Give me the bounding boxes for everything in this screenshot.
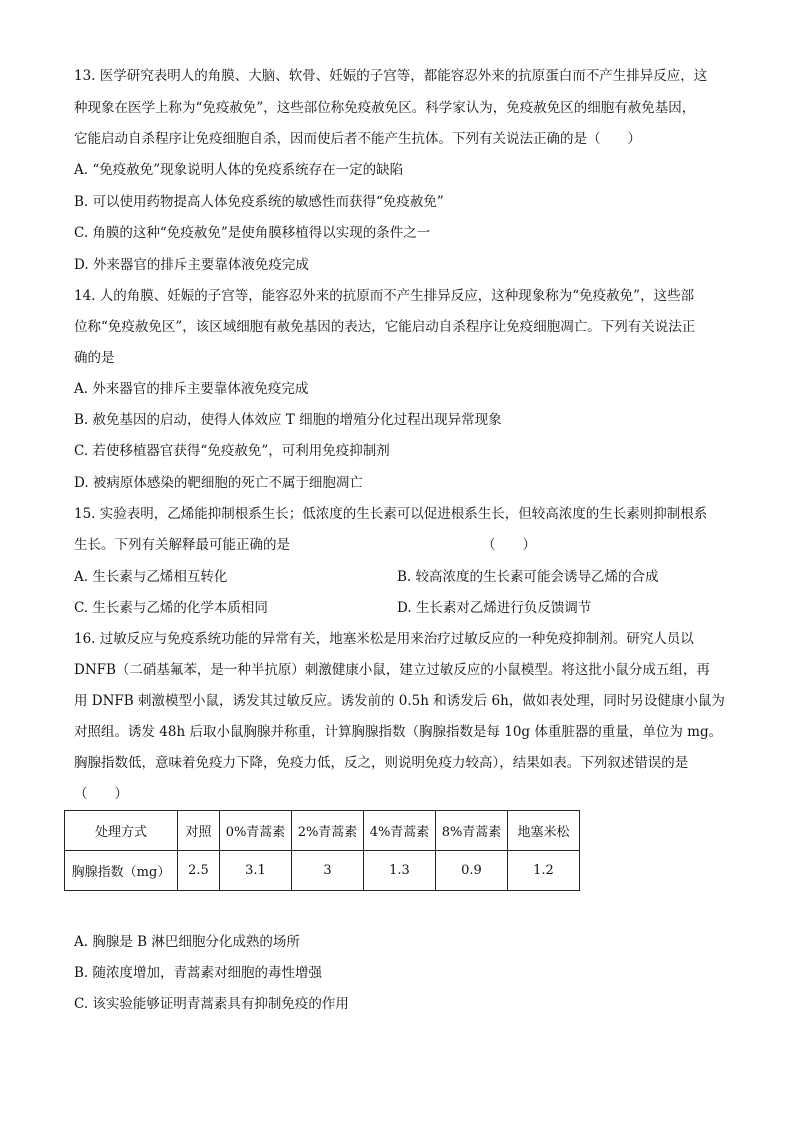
question-13-option-c: C. 角膜的这种“免疫赦免”是使角膜移植得以实现的条件之一 [74,225,431,241]
question-15-stem-line: 15. 实验表明，乙烯能抑制根系生长；低浓度的生长素可以促进根系生长，但较高浓度的生长素则抑制根系 [74,506,708,522]
question-13-stem-line: 种现象在医学上称为“免疫赦免”，这些部位称免疫赦免区。科学家认为，免疫赦免区的细胞有赦免基因， [74,100,696,116]
question-16-option-b: B. 随浓度增加，青蒿素对细胞的毒性增强 [74,965,323,981]
question-15-answer-bracket: （ ） [482,537,536,553]
table-cell: 胸腺指数（mg） [65,851,178,891]
question-13-option-d: D. 外来器官的排斥主要靠体液免疫完成 [74,257,309,273]
question-15-stem-line: 生长。下列有关解释最可能正确的是 [74,537,290,553]
question-15-option-a: A. 生长素与乙烯相互转化 [74,569,228,585]
table-cell: 0.9 [436,851,508,891]
question-16-stem-line: 胸腺指数低，意味着免疫力下降，免疫力低，反之，则说明免疫力较高），结果如表。下列叙述错误的是 [74,755,689,771]
table-header-cell: 处理方式 [65,811,178,851]
question-16-stem-line: 对照组。诱发 48h 后取小鼠胸腺并称重，计算胸腺指数（胸腺指数是每 10g 体重脏器的重量，单位为 mg。 [74,724,723,740]
table-header-cell: 对照 [178,811,220,851]
question-16-option-a: A. 胸腺是 B 淋巴细胞分化成熟的场所 [74,934,300,950]
question-14-stem-line: 位称“免疫赦免区”，该区域细胞有赦免基因的表达，它能启动自杀程序让免疫细胞凋亡。下列有关说法正 [74,319,696,335]
question-15-option-b: B. 较高浓度的生长素可能会诱导乙烯的合成 [397,569,659,585]
question-15-option-c: C. 生长素与乙烯的化学本质相同 [74,600,268,616]
question-16-stem-line: DNFB（二硝基氟苯，是一种半抗原）刺激健康小鼠，建立过敏反应的小鼠模型。将这批小鼠分成五组，再 [74,662,710,678]
table-cell: 1.2 [508,851,580,891]
question-13-option-a: A. “免疫赦免”现象说明人体的免疫系统存在一定的缺陷 [74,162,404,178]
question-16-stem-line: 16. 过敏反应与免疫系统功能的异常有关，地塞米松是用来治疗过敏反应的一种免疫抑制剂。研究人员以 [74,631,694,647]
question-16-stem-line: （ ） [74,786,128,802]
table-header-cell: 地塞米松 [508,811,580,851]
question-14-option-a: A. 外来器官的排斥主要靠体液免疫完成 [74,381,309,397]
question-13-stem-line: 它能启动自杀程序让免疫细胞自杀，因而使后者不能产生抗体。下列有关说法正确的是（ ） [74,131,641,147]
table-cell: 3 [292,851,364,891]
table-header-cell: 4%青蒿素 [364,811,436,851]
table-cell: 2.5 [178,851,220,891]
question-14-stem-line: 确的是 [74,350,115,366]
question-14-option-c: C. 若使移植器官获得“免疫赦免”，可利用免疫抑制剂 [74,443,390,459]
question-14-option-d: D. 被病原体感染的靶细胞的死亡不属于细胞凋亡 [74,475,363,491]
table-row [65,851,580,891]
table-header-cell: 0%青蒿素 [220,811,292,851]
table-header-cell: 8%青蒿素 [436,811,508,851]
question-14-option-b: B. 赦免基因的启动，使得人体效应 T 细胞的增殖分化过程出现异常现象 [74,412,502,428]
question-16-stem-line: 用 DNFB 刺激模型小鼠，诱发其过敏反应。诱发前的 0.5h 和诱发后 6h，做如表处理，同时另设健康小鼠为 [74,693,725,709]
thymus-index-table [64,810,580,891]
table-header-row [65,811,580,851]
question-13-stem-line: 13. 医学研究表明人的角膜、大脑、软骨、妊娠的子宫等，都能容忍外来的抗原蛋白而不产生排异反应，这 [74,68,708,84]
table-cell: 1.3 [364,851,436,891]
question-13-option-b: B. 可以使用药物提高人体免疫系统的敏感性而获得“免疫赦免” [74,194,444,210]
question-15-option-d: D. 生长素对乙烯进行负反馈调节 [397,600,592,616]
table-header-cell: 2%青蒿素 [292,811,364,851]
table-cell: 3.1 [220,851,292,891]
question-16-option-c: C. 该实验能够证明青蒿素具有抑制免疫的作用 [74,996,349,1012]
question-14-stem-line: 14. 人的角膜、妊娠的子宫等，能容忍外来的抗原而不产生排异反应，这种现象称为“免疫赦免”，这些部 [74,288,695,304]
